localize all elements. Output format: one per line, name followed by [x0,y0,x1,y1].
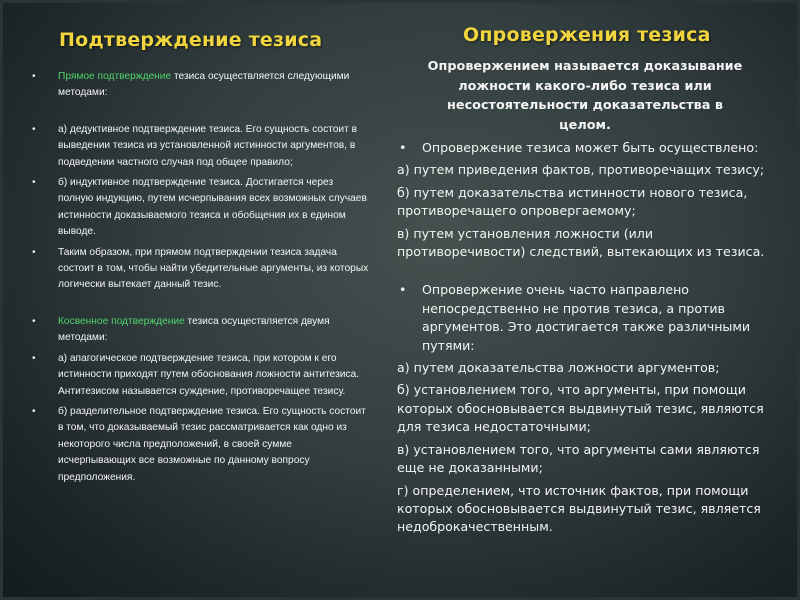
item-text: б) индуктивное подтверждение тезиса. Достигается через полную индукцию, путем исчерпывания всех возможных случаев истинности доказываемого тезиса и обобщения их в едином выводе. [58,177,367,238]
list-item [31,404,371,486]
refutation-column [397,57,773,541]
confirmation-column [31,69,371,490]
item-text: а) апагогическое подтверждение тезиса, при котором к его истинности приходят путем обоснования ложности антитезиса. Антитезисом называется суждение, противоречащее тезису. [58,352,360,397]
list-item: б) установлением того, что аргументы, при помощи которых обосновывается выдвинутый тезис, являются для тезиса недостаточными; [397,382,764,435]
list-item [31,314,371,347]
list-item: в) установлением того, что аргументы сами являются еще не доказанными; [397,441,760,476]
item-text: тезиса осуществляется следующими методами: [58,71,350,99]
list-item [31,69,371,102]
highlight-text: Прямое подтверждение [58,71,172,82]
list-item: б) путем доказательства истинности нового тезиса, противоречащего опровергаемому; [397,184,748,219]
list-item: а) путем приведения фактов, противоречащих тезису; [397,162,765,178]
list-item [31,245,371,294]
list-item: а) путем доказательства ложности аргументов; [397,360,720,376]
item-text: б) разделительное подтверждение тезиса. Его сущность состоит в том, что доказываемый тезис рассматривается как одно из некоторого числа предположений, в своей сумме исчерпывающих все возможные по данному вопросу предположения. [58,405,366,483]
right-title: Опровержения тезиса [463,24,711,46]
list-item: г) определением, что источник фактов, при помощи которых обосновывается выдвинутый тезис, является недоброкачественным. [397,482,761,535]
left-title: Подтверждение тезиса [59,29,323,51]
list-item [31,351,371,400]
item-text: Таким образом, при прямом подтверждении тезиса задача состоит в том, чтобы найти убедительные аргументы, из которых логически вытекает данный тезис. [58,246,369,291]
item-text: тезиса осуществляется двумя методами: [58,315,330,344]
highlight-text: Косвенное подтверждение [58,315,185,327]
list-item [31,122,371,171]
refutation-definition: Опровержением называется доказывание ложности какого-либо тезиса или несостоятельности доказательства в целом. [427,59,743,133]
list-item: • Опровержение тезиса может быть осуществлено: [397,139,773,157]
list-item: • Опровержение очень часто направлено непосредственно не против тезиса, а против аргументов. Это достигается также различными путями: [397,281,773,355]
list-item [31,175,371,241]
item-text: а) дедуктивное подтверждение тезиса. Его сущность состоит в выведении тезиса из установленной истинности аргументов, в подведении частного случая под общее правило; [58,123,357,168]
list-item: в) путем установления ложности (или противоречивости) следствий, вытекающих из тезиса. [397,225,765,260]
